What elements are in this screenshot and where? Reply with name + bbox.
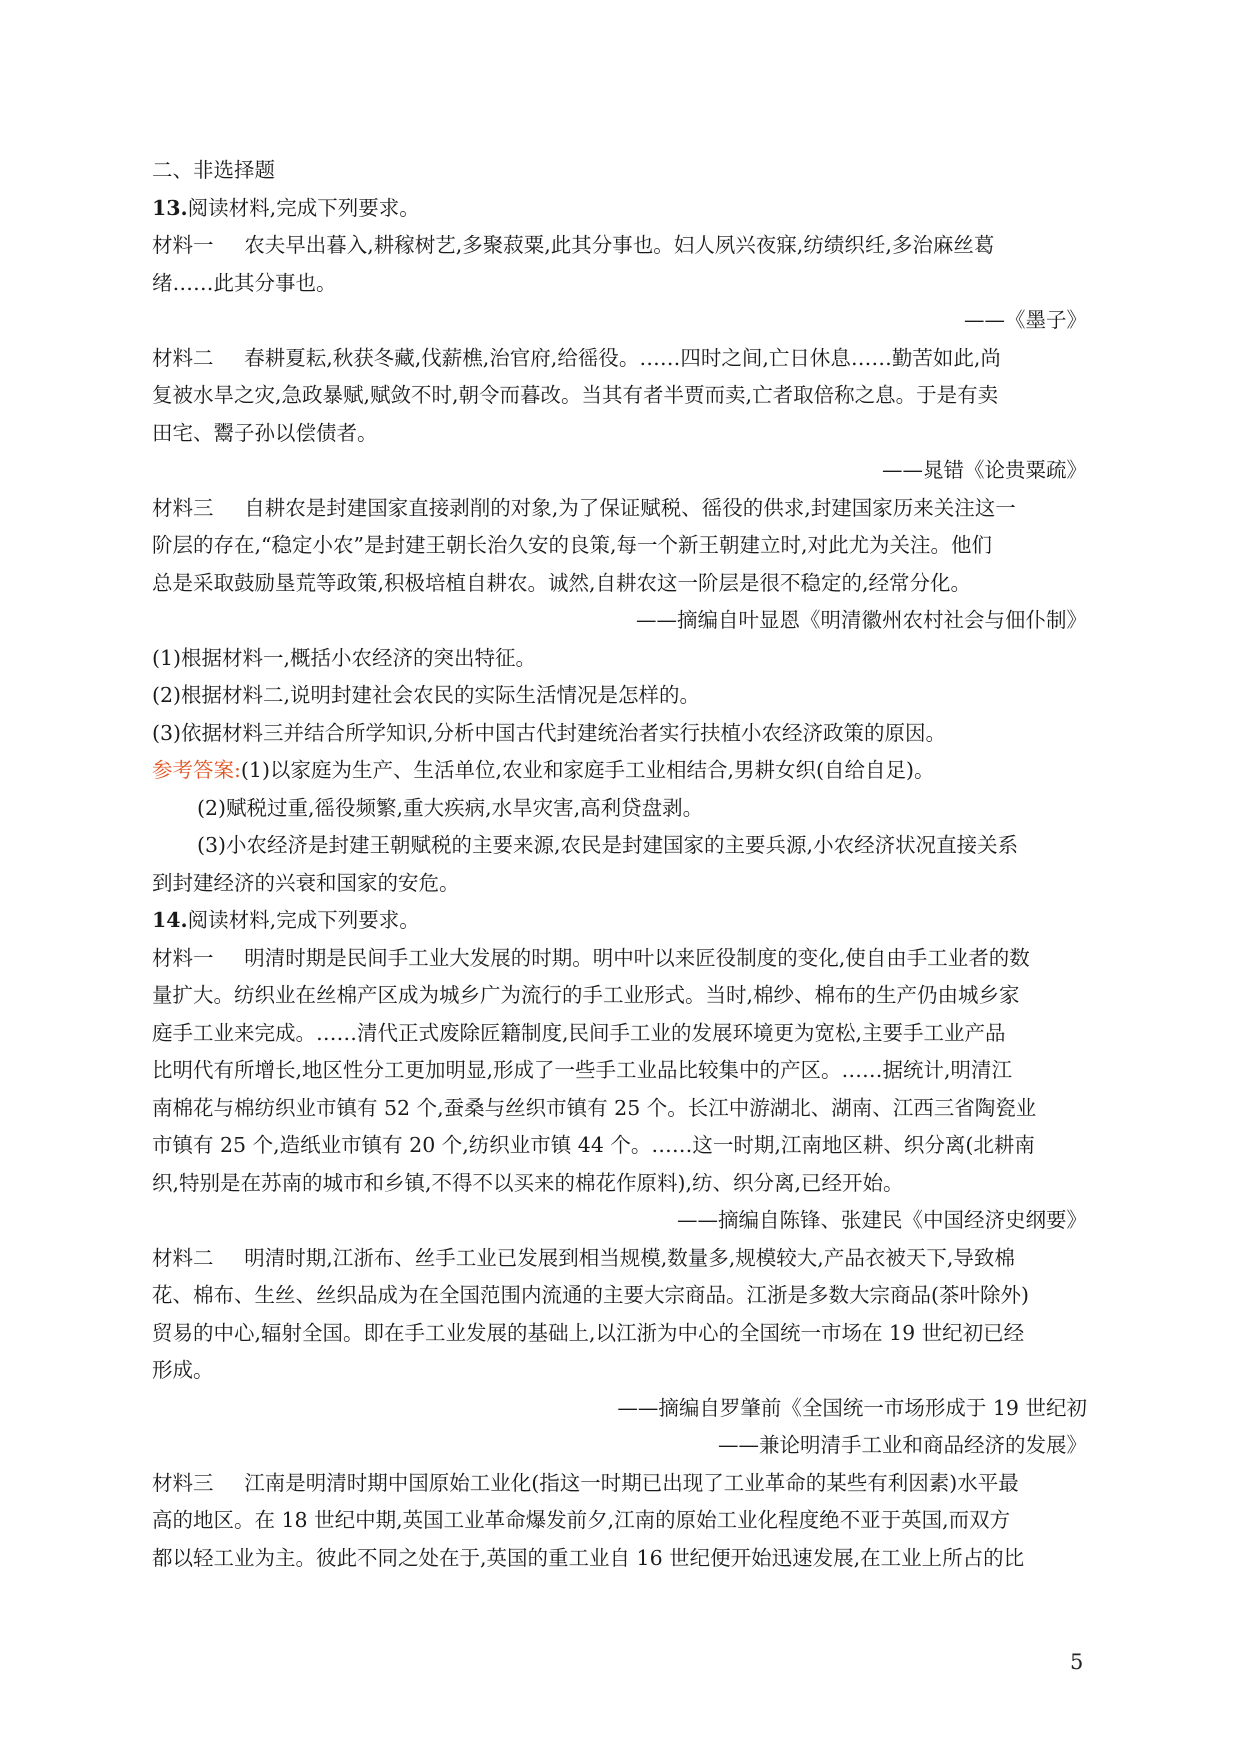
q13-material-1-line-1	[152, 227, 1087, 265]
q13-material-3-line-3: 总是采取鼓励垦荒等政策,积极培植自耕农。诚然,自耕农这一阶层是很不稳定的,经常分化。	[152, 570, 972, 595]
section-title: 二、非选择题	[152, 158, 275, 182]
q13-answer-3-line-1: (3)小农经济是封建王朝赋税的主要来源,农民是封建国家的主要兵源,小农经济状况直接关系	[197, 833, 1019, 857]
q14-material-1-line-7: 织,特别是在苏南的城市和乡镇,不得不以买来的棉花作原料),纺、织分离,已经开始。	[152, 1170, 904, 1195]
q14-material-2-line-3: 贸易的中心,辐射全国。即在手工业发展的基础上,以江浙为中心的全国统一市场在 19 世纪初已经	[152, 1320, 1025, 1345]
q13-material-1-line-2: 绪……此其分事也。	[152, 270, 337, 295]
q14-material-1-line-1	[152, 940, 1087, 978]
q14-material-2-line-2: 花、棉布、生丝、丝织品成为在全国范围内流通的主要大宗商品。江浙是多数大宗商品(茶叶除外)	[152, 1283, 1029, 1307]
q14-material-1-line-4: 比明代有所增长,地区性分工更加明显,形成了一些手工业品比较集中的产区。……据统计,明清江	[152, 1058, 1013, 1082]
q14-material-2-text: 明清时期,江浙布、丝手工业已发展到相当规模,数量多,规模较大,产品衣被天下,导致棉	[244, 1245, 1015, 1270]
q13-question-2: (2)根据材料二,说明封建社会农民的实际生活情况是怎样的。	[152, 683, 701, 707]
q13-material-2-line-3: 田宅、鬻子孙以偿债者。	[152, 420, 378, 445]
q14-material-1-line-5: 南棉花与棉纺织业市镇有 52 个,蚕桑与丝织市镇有 25 个。长江中游湖北、湖南、江西三省陶瓷业	[152, 1095, 1037, 1120]
q14-material-2-line-1	[152, 1240, 1087, 1278]
q14-material-2-source-2: ——兼论明清手工业和商品经济的发展》	[718, 1433, 1087, 1457]
q14-material-2-label: 材料二	[152, 1245, 214, 1270]
question-13-heading	[152, 190, 1087, 228]
q13-answer-3-line-2: 到封建经济的兴衰和国家的安危。	[152, 870, 460, 895]
question-14-number: 14.	[152, 908, 188, 932]
q14-material-1-source: ——摘编自陈锋、张建民《中国经济史纲要》	[677, 1208, 1087, 1232]
q14-material-2-line-4: 形成。	[152, 1358, 214, 1382]
q13-material-3-line-1	[152, 490, 1087, 528]
q13-answer-1-text: (1)以家庭为生产、生活单位,农业和家庭手工业相结合,男耕女织(自给自足)。	[240, 758, 935, 782]
q13-material-2-label: 材料二	[152, 345, 214, 370]
page-number: 5	[1070, 1650, 1084, 1674]
q13-material-1-source: ——《墨子》	[964, 308, 1087, 332]
question-13-number: 13.	[152, 195, 188, 220]
q14-material-3-line-1	[152, 1465, 1087, 1503]
q14-material-3-label: 材料三	[152, 1470, 214, 1495]
q13-question-3: (3)依据材料三并结合所学知识,分析中国古代封建统治者实行扶植小农经济政策的原因。	[152, 720, 947, 745]
q14-material-2-source-1: ——摘编自罗肇前《全国统一市场形成于 19 世纪初	[617, 1395, 1087, 1420]
question-13-prompt: 阅读材料,完成下列要求。	[187, 195, 420, 220]
q13-material-3-text: 自耕农是封建国家直接剥削的对象,为了保证赋税、徭役的供求,封建国家历来关注这一	[244, 495, 1016, 520]
answer-label: 参考答案:	[152, 758, 241, 782]
q14-material-1-text: 明清时期是民间手工业大发展的时期。明中叶以来匠役制度的变化,使自由手工业者的数	[244, 945, 1030, 970]
question-14-heading	[152, 902, 1087, 940]
q13-material-3-source: ——摘编自叶显恩《明清徽州农村社会与佃仆制》	[636, 608, 1087, 632]
q13-material-2-text: 春耕夏耘,秋获冬藏,伐薪樵,治官府,给徭役。……四时之间,亡日休息……勤苦如此,尚	[244, 345, 1001, 370]
q13-material-3-label: 材料三	[152, 495, 214, 520]
q13-material-2-source: ——晁错《论贵粟疏》	[882, 458, 1087, 482]
q14-material-1-label: 材料一	[152, 945, 214, 970]
q13-material-1-label: 材料一	[152, 233, 214, 257]
q14-material-3-line-3: 都以轻工业为主。彼此不同之处在于,英国的重工业自 16 世纪便开始迅速发展,在工业上所占的比	[152, 1545, 1025, 1570]
q13-material-1-text: 农夫早出暮入,耕稼树艺,多聚菽粟,此其分事也。妇人夙兴夜寐,纺绩织纴,多治麻丝葛	[244, 233, 995, 257]
q14-material-1-line-3: 庭手工业来完成。……清代正式废除匠籍制度,民间手工业的发展环境更为宽松,主要手工业产品	[152, 1020, 1006, 1045]
q13-material-2-line-2: 复被水旱之灾,急政暴赋,赋敛不时,朝令而暮改。当其有者半贾而卖,亡者取倍称之息。于是有卖	[152, 383, 999, 407]
q13-answer-2: (2)赋税过重,徭役频繁,重大疾病,水旱灾害,高利贷盘剥。	[197, 795, 704, 820]
q14-material-3-text: 江南是明清时期中国原始工业化(指这一时期已出现了工业革命的某些有利因素)水平最	[244, 1470, 1019, 1495]
q14-material-1-line-6: 市镇有 25 个,造纸业市镇有 20 个,纺织业市镇 44 个。……这一时期,江南地区耕、织分离(北耕南	[152, 1133, 1035, 1157]
q13-material-3-line-2: 阶层的存在,“稳定小农”是封建王朝长治久安的良策,每一个新王朝建立时,对此尤为关注。他们	[152, 533, 993, 557]
q13-answer-1	[152, 752, 1087, 790]
page-content	[152, 152, 1087, 1577]
q13-material-2-line-1	[152, 340, 1087, 378]
q14-material-1-line-2: 量扩大。纺织业在丝棉产区成为城乡广为流行的手工业形式。当时,棉纱、棉布的生产仍由城乡家	[152, 983, 1020, 1007]
q14-material-3-line-2: 高的地区。在 18 世纪中期,英国工业革命爆发前夕,江南的原始工业化程度绝不亚于英国,而双方	[152, 1508, 1011, 1532]
q13-question-1: (1)根据材料一,概括小农经济的突出特征。	[152, 645, 537, 670]
question-14-prompt: 阅读材料,完成下列要求。	[187, 908, 420, 932]
